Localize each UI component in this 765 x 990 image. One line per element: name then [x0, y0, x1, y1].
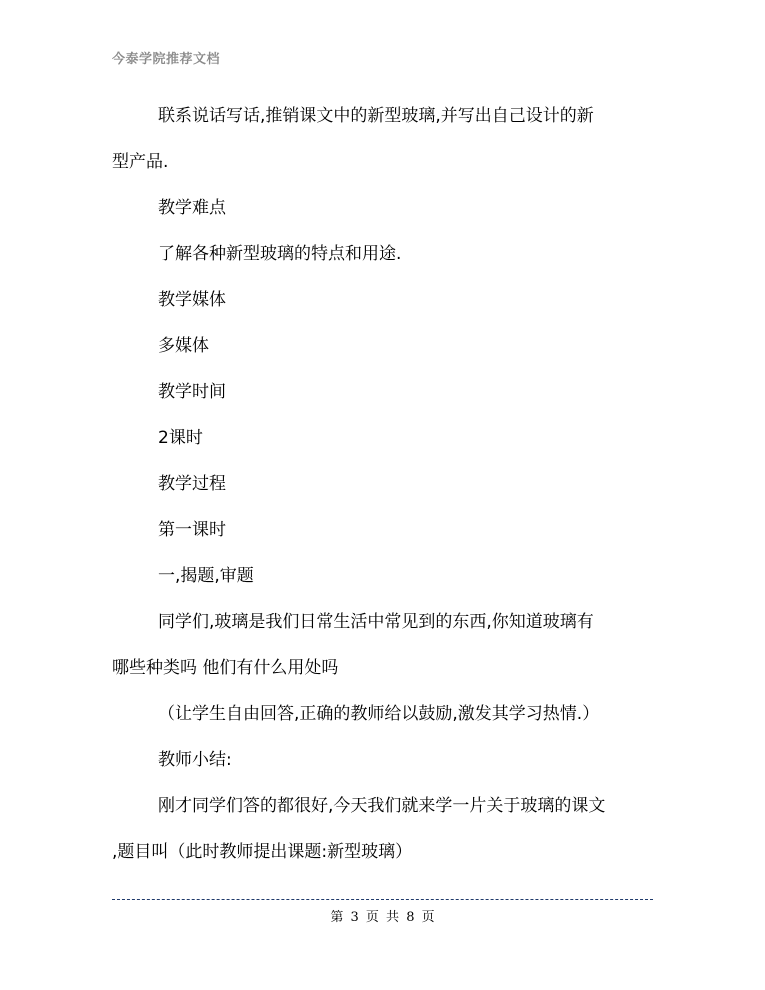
- page-number: 第 3 页 共 8 页: [330, 910, 435, 925]
- document-header: 今泰学院推荐文档: [112, 52, 221, 67]
- paragraph-line: 联系说话写话,推销课文中的新型玻璃,并写出自己设计的新: [158, 106, 594, 126]
- paragraph-line: 刚才同学们答的都很好,今天我们就来学一片关于玻璃的课文: [158, 796, 606, 816]
- section-heading: 教学难点: [158, 198, 226, 218]
- paragraph-line: 哪些种类吗 他们有什么用处吗: [112, 658, 339, 678]
- paragraph-line: 2课时: [158, 428, 203, 448]
- footer-divider: [112, 899, 653, 900]
- section-heading: 一,揭题,审题: [158, 566, 254, 586]
- section-heading: 教学过程: [158, 474, 226, 494]
- section-heading: 教学时间: [158, 382, 226, 402]
- section-heading: 第一课时: [158, 520, 226, 540]
- document-body: [112, 93, 652, 875]
- paragraph-line: 了解各种新型玻璃的特点和用途.: [158, 244, 402, 264]
- paragraph-line: 多媒体: [158, 336, 209, 356]
- paragraph-line: ,题目叫（此时教师提出课题:新型玻璃）: [112, 842, 413, 862]
- paragraph-line: （让学生自由回答,正确的教师给以鼓励,激发其学习热情.）: [158, 704, 600, 724]
- paragraph-line: 教师小结:: [158, 750, 232, 770]
- paragraph-line: 同学们,玻璃是我们日常生活中常见到的东西,你知道玻璃有: [158, 612, 594, 632]
- paragraph-line: 型产品.: [112, 152, 169, 172]
- section-heading: 教学媒体: [158, 290, 226, 310]
